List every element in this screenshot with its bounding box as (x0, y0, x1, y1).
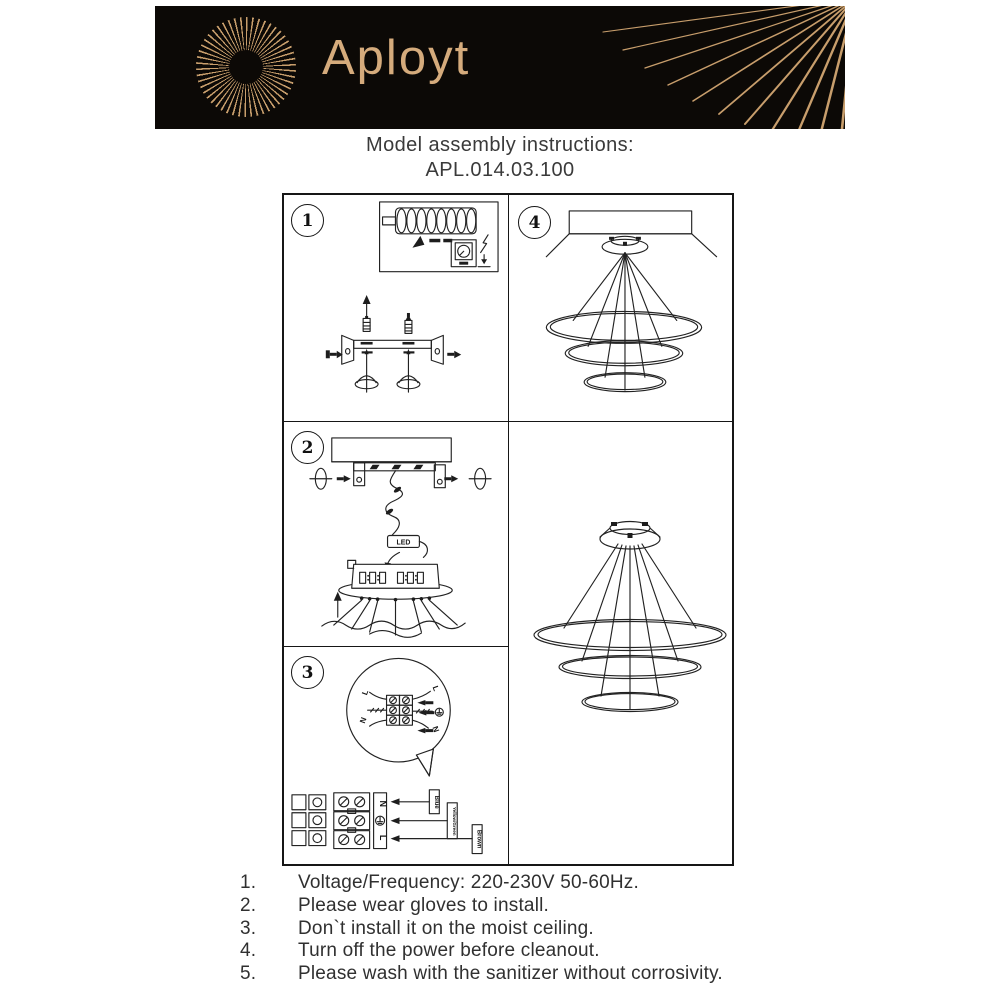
side-arrow-right (447, 351, 461, 358)
screw-icon-left (310, 468, 351, 489)
list-item-text: Don`t install it on the moist ceiling. (298, 917, 594, 939)
screw-icon-right (444, 468, 491, 489)
wire-label-l-left: L (360, 688, 371, 697)
ceiling-canopy (602, 236, 648, 254)
panel-step-4 (509, 195, 732, 422)
rays-decoration-icon (155, 6, 845, 129)
ceiling-hatch (546, 211, 716, 257)
step-3-badge: 3 (291, 656, 324, 689)
ceiling-canopy (600, 522, 660, 550)
wire-color-earth: Yellow/Green (451, 806, 457, 836)
lightning-icon (481, 235, 488, 253)
ceiling-hatch (332, 438, 451, 462)
page-title: Model assembly instructions: (366, 134, 634, 156)
list-item-text: Please wash with the sanitizer without corrosivity. (298, 963, 723, 985)
final-view-diagram (509, 422, 732, 864)
list-item (240, 963, 800, 986)
power-cord (385, 471, 403, 541)
wire-label-n-right: N (430, 725, 441, 734)
earth-terminal-icon (376, 816, 385, 825)
instruction-list (240, 872, 800, 986)
pendant-rings (546, 311, 701, 391)
toggle-bolt-right (397, 349, 420, 392)
wire-label-n-left: N (358, 716, 369, 725)
brand-logo: Aployt (322, 31, 471, 85)
side-screw-left (326, 350, 343, 358)
hanging-cables (322, 600, 465, 637)
panel-step-3 (284, 647, 509, 864)
list-item (240, 940, 800, 963)
step-1-badge: 1 (291, 204, 324, 237)
power-off-inset (451, 235, 490, 267)
step-4-badge: 4 (518, 206, 551, 239)
wire-label-l-right: L (430, 684, 441, 693)
terminal-l-label: L (378, 834, 389, 841)
wiring-callout (347, 658, 451, 775)
suspension-cables (564, 544, 696, 709)
list-item-text: Voltage/Frequency: 220-230V 50-60Hz. (298, 872, 639, 893)
step-2-badge: 2 (291, 431, 324, 464)
terminal-block-diagram (292, 793, 388, 849)
list-item-number: 1. (240, 872, 257, 893)
toggle-bolt-left (355, 349, 378, 392)
header-banner (155, 6, 845, 129)
wire-color-live: Brown (475, 829, 482, 849)
ring-medium (565, 341, 682, 366)
list-item-text: Turn off the power before cleanout. (298, 940, 600, 962)
panel-step-1 (284, 195, 509, 422)
terminal-n-label: N (378, 800, 389, 808)
wire-color-legend (391, 790, 483, 854)
drill-bit-inset (380, 202, 498, 272)
list-item (240, 895, 800, 918)
list-item-number: 5. (240, 963, 257, 985)
wall-anchor-left (363, 295, 371, 331)
list-item-text: Please wear gloves to install. (298, 894, 550, 916)
mounting-bracket (354, 463, 446, 488)
list-item (240, 872, 800, 895)
panel-final-view (509, 422, 732, 864)
canopy-assembly (339, 560, 452, 601)
led-driver-label: LED (396, 539, 411, 547)
earth-symbol-icon (435, 708, 443, 716)
list-item-number: 4. (240, 940, 257, 962)
diagram-grid (282, 193, 734, 866)
list-item (240, 918, 800, 941)
wire-color-neutral: Blue (432, 795, 439, 809)
panel-step-2 (284, 422, 509, 647)
list-item-number: 3. (240, 917, 257, 939)
ring-large (546, 311, 701, 343)
suspension-cables (573, 253, 677, 390)
list-item-number: 2. (240, 894, 257, 916)
model-code: APL.014.03.100 (425, 159, 575, 181)
wall-anchor-right (405, 313, 412, 333)
mounting-bracket-diagram (326, 295, 461, 392)
up-arrow (334, 592, 342, 617)
